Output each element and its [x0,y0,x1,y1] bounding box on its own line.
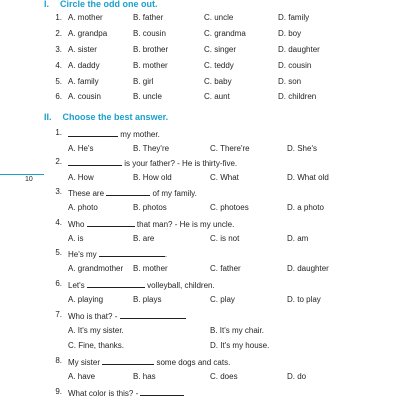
option-b[interactable]: B. mother [133,264,168,273]
option-a[interactable]: A. grandpa [68,29,108,38]
question-1-stem [68,128,160,139]
option-b[interactable]: B. mother [133,61,168,70]
answer-blank[interactable] [87,279,145,288]
section-1-number: I. [44,0,50,9]
question-3-text-before: These are [68,189,105,198]
question-6-text-after: volleyball, children. [147,281,215,290]
option-d[interactable]: D. family [278,13,310,22]
question-number: 3. [55,45,62,54]
option-d[interactable]: D. It's my house. [210,341,270,350]
option-a[interactable]: A. is [68,234,84,243]
answer-blank[interactable] [140,387,184,396]
question-3-text-after: of my family. [152,189,197,198]
option-b[interactable]: B. has [133,372,156,381]
question-3-stem [68,187,197,198]
question-number: 1. [55,13,62,22]
option-d[interactable]: D. She's [287,144,317,153]
question-6-stem [68,279,215,290]
option-b[interactable]: B. are [133,234,155,243]
option-c[interactable]: C. There're [210,144,250,153]
margin-divider [0,174,44,175]
option-d[interactable]: D. son [278,77,302,86]
question-5-text-before: He's my [68,250,97,259]
question-number: 6. [55,92,62,101]
question-8-text-before: My sister [68,358,100,367]
option-c[interactable]: C. teddy [204,61,234,70]
answer-blank[interactable] [87,218,135,227]
question-number: 3. [55,187,62,196]
option-a[interactable]: A. playing [68,295,104,304]
question-number: 1. [55,128,62,137]
option-b[interactable]: B. It's my chair. [210,326,264,335]
question-9-text-before: What color is this? - [68,389,139,398]
question-number: 7. [55,310,62,319]
question-number: 2. [55,29,62,38]
option-b[interactable]: B. girl [133,77,154,86]
option-d[interactable]: D. daughter [278,45,320,54]
option-a[interactable]: A. grandmother [68,264,124,273]
option-b[interactable]: B. How old [133,173,172,182]
section-2-heading [44,112,168,122]
option-c[interactable]: C. Fine, thanks. [68,341,125,350]
option-d[interactable]: D. children [278,92,317,101]
question-5-stem [68,248,167,259]
option-c[interactable]: C. photoes [210,203,249,212]
question-2-stem [68,157,237,168]
question-4-stem [68,218,234,229]
option-d[interactable]: D. What old [287,173,329,182]
option-b[interactable]: B. photos [133,203,167,212]
answer-blank[interactable] [68,128,118,137]
question-8-stem [68,356,230,367]
question-number: 5. [55,77,62,86]
question-6-text-before: Let's [68,281,85,290]
option-c[interactable]: C. baby [204,77,232,86]
question-number: 4. [55,61,62,70]
answer-blank[interactable] [99,248,168,259]
question-2-text: is your father? - He is thirty-five. [124,159,238,168]
question-1-text: my mother. [120,130,160,139]
option-d[interactable]: D. daughter [287,264,329,273]
option-b[interactable]: B. plays [133,295,162,304]
option-a[interactable]: A. photo [68,203,98,212]
option-b[interactable]: B. father [133,13,164,22]
option-b[interactable]: B. cousin [133,29,166,38]
question-8-text-after: some dogs and cats. [156,358,231,367]
page-number: 10 [25,176,33,183]
option-b[interactable]: B. They're [133,144,170,153]
question-7-stem [68,310,186,321]
question-number: 6. [55,279,62,288]
option-c[interactable]: C. is not [210,234,240,243]
option-c[interactable]: C. play [210,295,235,304]
option-c[interactable]: C. What [210,173,239,182]
section-2-title: Choose the best answer. [62,112,169,122]
question-5-text-after: . [164,250,168,259]
question-number: 5. [55,248,62,257]
option-a[interactable]: A. It's my sister. [68,326,124,335]
option-b[interactable]: B. uncle [133,92,162,101]
question-number: 2. [55,157,62,166]
answer-blank[interactable] [102,356,154,365]
question-9-stem [68,387,184,398]
section-1-heading [44,0,158,9]
answer-blank[interactable] [120,310,186,319]
answer-blank[interactable] [106,187,150,196]
option-c[interactable]: C. aunt [204,92,230,101]
option-d[interactable]: D. boy [278,29,302,38]
option-a[interactable]: A. cousin [68,92,101,101]
option-a[interactable]: A. sister [68,45,97,54]
option-a[interactable]: A. daddy [68,61,100,70]
question-4-text-before: Who [68,220,85,229]
option-d[interactable]: D. am [287,234,309,243]
option-b[interactable]: B. brother [133,45,169,54]
option-c[interactable]: C. grandma [204,29,246,38]
section-2-number: II. [44,112,52,122]
option-d[interactable]: D. cousin [278,61,312,70]
question-7-text-before: Who is that? - [68,312,118,321]
option-c[interactable]: C. does [210,372,238,381]
option-c[interactable]: C. uncle [204,13,234,22]
option-d[interactable]: D. do [287,372,307,381]
option-a[interactable]: A. mother [68,13,103,22]
option-a[interactable]: A. have [68,372,96,381]
section-1-title: Circle the odd one out. [60,0,158,9]
option-a[interactable]: A. He's [68,144,94,153]
option-c[interactable]: C. father [210,264,241,273]
option-c[interactable]: C. singer [204,45,237,54]
answer-blank[interactable] [68,157,122,166]
option-a[interactable]: A. How [68,173,94,182]
option-d[interactable]: D. to play [287,295,321,304]
question-number: 9. [55,387,62,396]
question-4-text-after: that man? - He is my uncle. [136,220,235,229]
option-a[interactable]: A. family [68,77,99,86]
question-number: 4. [55,218,62,227]
question-number: 8. [55,356,62,365]
option-d[interactable]: D. a photo [287,203,324,212]
